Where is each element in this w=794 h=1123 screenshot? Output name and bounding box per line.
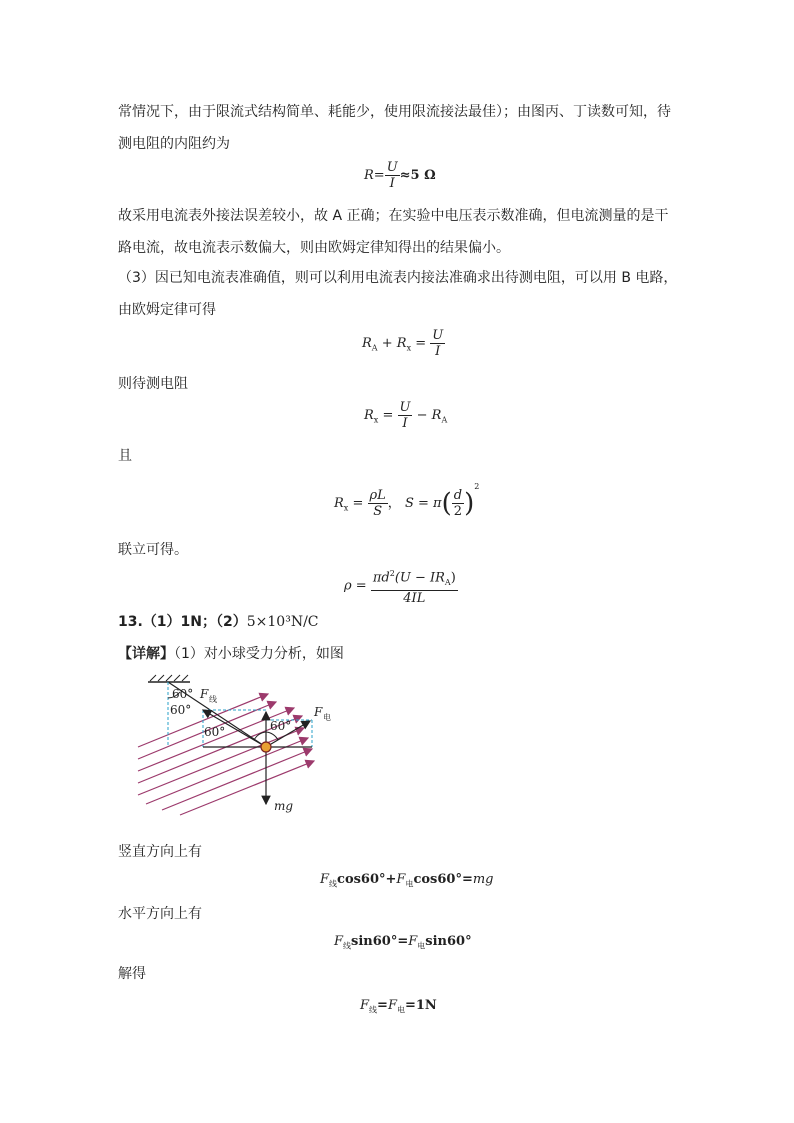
text-line-3: 故采用电流表外接法误差较小，故 A 正确；在实验中电压表示数准确，但电流测量的是干	[118, 208, 669, 224]
text-line-5: （3）因已知电流表准确值，则可以利用电流表内接法准确求出待测电阻，可以用 B 电路，	[118, 270, 678, 286]
angle-label-1: 60°	[172, 687, 194, 701]
text-line-4: 路电流，故电流表示数偏大，则由欧姆定律知得出的结果偏小。	[118, 240, 510, 256]
equation-resistance-estimate: R= $\frac{U}{I}$ ≈5 Ω	[364, 160, 436, 191]
equation-horizontal: $F_线\sin 60^\circ=F_电\sin 60^\circ$	[334, 934, 472, 951]
text-line-9: 联立可得。	[118, 542, 188, 558]
tension-label: F	[200, 687, 209, 701]
equation-rx: $R_x$ = $\frac{U}{I}$ − $R_A$	[364, 400, 448, 431]
equation-solution: $F_线=F_电=1N$	[360, 998, 437, 1015]
text-line-1: 常情况下，由于限流式结构简单、耗能少，使用限流接法最佳）；由图丙、丁读数可知，待	[118, 104, 671, 120]
text-line-2: 测电阻的内阻约为	[118, 136, 230, 152]
equation-vertical: $F_线\cos 60^\circ+F_电\cos 60^\circ=mg$	[320, 872, 494, 889]
ceiling-support	[148, 675, 190, 682]
force-diagram	[118, 672, 358, 822]
tension-label-sub: 线	[209, 695, 217, 704]
text-line-12: 解得	[118, 966, 146, 982]
gravity-label: mg	[274, 799, 294, 813]
charged-ball	[261, 742, 271, 752]
text-line-8: 且	[118, 448, 132, 464]
electric-force-label: F	[314, 705, 323, 719]
detail-heading: 【详解】（1）对小球受力分析，如图	[118, 646, 344, 662]
angle-label-4: 60°	[270, 719, 292, 733]
text-line-11: 水平方向上有	[118, 906, 202, 922]
equation-resistivity: $R_x$ = $\frac{\rho L}{S}$ ， S = π( $\frac{d}{2}$ )$^2$	[334, 482, 480, 519]
text-line-7: 则待测电阻	[118, 376, 188, 392]
equation-rho-result: ρ = $\frac{\pi d^2(U - IR_A)}{4IL}$	[344, 566, 458, 606]
text-line-6: 由欧姆定律可得	[118, 302, 216, 318]
text-line-10: 竖直方向上有	[118, 844, 202, 860]
angle-label-3: 60°	[204, 725, 226, 739]
electric-force-label-sub: 电	[323, 713, 331, 722]
answer-13: 13.（1）1N；（2）5×10³N/C	[118, 614, 319, 630]
equation-ohm-internal: $R_A + R_x$ = $\frac{U}{I}$	[362, 328, 444, 359]
electric-field-lines	[138, 694, 314, 815]
angle-label-2: 60°	[170, 703, 192, 717]
